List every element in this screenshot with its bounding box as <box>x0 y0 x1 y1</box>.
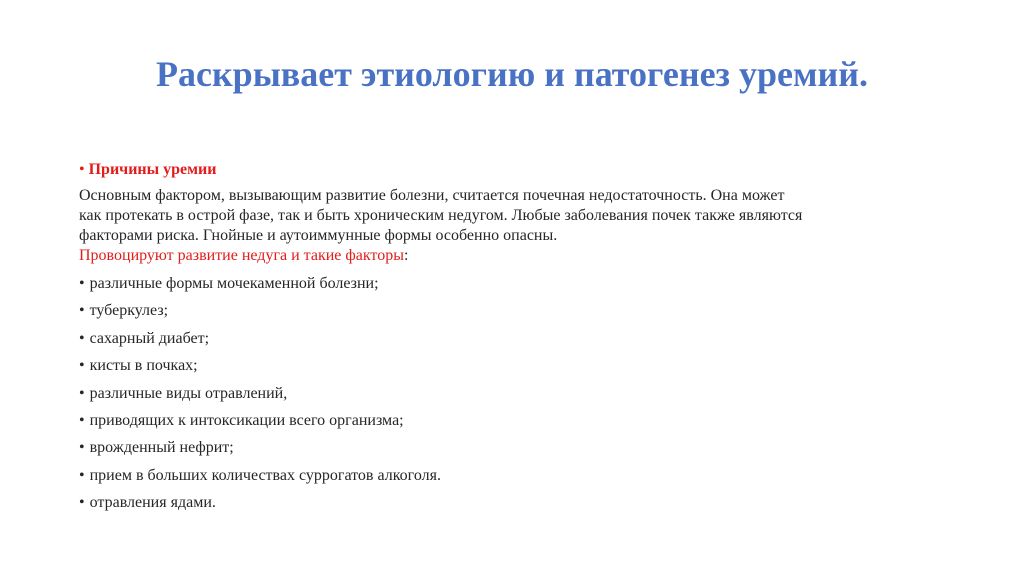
paragraph-line: факторами риска. Гнойные и аутоиммунные формы особенно опасны. <box>79 227 558 244</box>
list-item-text: врожденный нефрит; <box>89 439 234 457</box>
factors-list <box>79 270 959 517</box>
list-item-text: различные виды отравлений, <box>89 384 288 402</box>
slide-title: Раскрывает этиологию и патогенез уремий. <box>155 54 869 94</box>
bullet-icon: • <box>79 302 85 320</box>
list-item <box>79 325 959 352</box>
paragraph-line: Основным фактором, вызывающим развитие болезни, считается почечная недостаточность. Она может <box>79 187 785 204</box>
bullet-icon: • <box>79 466 85 484</box>
bullet-icon: • <box>79 494 85 512</box>
bullet-icon: • <box>79 384 85 402</box>
list-item <box>79 297 959 324</box>
list-item <box>79 380 959 407</box>
list-item <box>79 489 959 516</box>
bullet-icon: • <box>79 357 85 375</box>
section-heading <box>79 158 959 182</box>
bullet-icon: • <box>79 329 85 347</box>
list-item-text: туберкулез; <box>89 302 169 320</box>
list-item-text: прием в больших количествах суррогатов алкоголя. <box>89 466 441 484</box>
factors-lead-text: Провоцируют развитие недуга и такие факторы <box>79 247 404 264</box>
intro-paragraph <box>79 186 959 246</box>
bullet-icon: • <box>79 439 85 457</box>
list-item <box>79 407 959 434</box>
list-item <box>79 462 959 489</box>
bullet-icon: • <box>79 161 85 178</box>
section-heading-text: Причины уремии <box>88 161 217 178</box>
list-item <box>79 352 959 379</box>
bullet-icon: • <box>79 275 85 292</box>
list-item <box>79 270 959 297</box>
list-item-text: отравления ядами. <box>89 494 216 512</box>
list-item-text: приводящих к интоксикации всего организма; <box>89 411 404 429</box>
paragraph-line: как протекать в острой фазе, так и быть хроническим недугом. Любые заболевания почек также являются <box>79 207 803 224</box>
list-item-text: различные формы мочекаменной болезни; <box>89 275 379 292</box>
list-item-text: кисты в почках; <box>89 357 198 375</box>
factors-lead <box>79 246 959 266</box>
list-item <box>79 434 959 461</box>
slide-body <box>79 158 959 517</box>
factors-lead-colon: : <box>403 247 409 264</box>
bullet-icon: • <box>79 411 85 429</box>
list-item-text: сахарный диабет; <box>89 329 210 347</box>
